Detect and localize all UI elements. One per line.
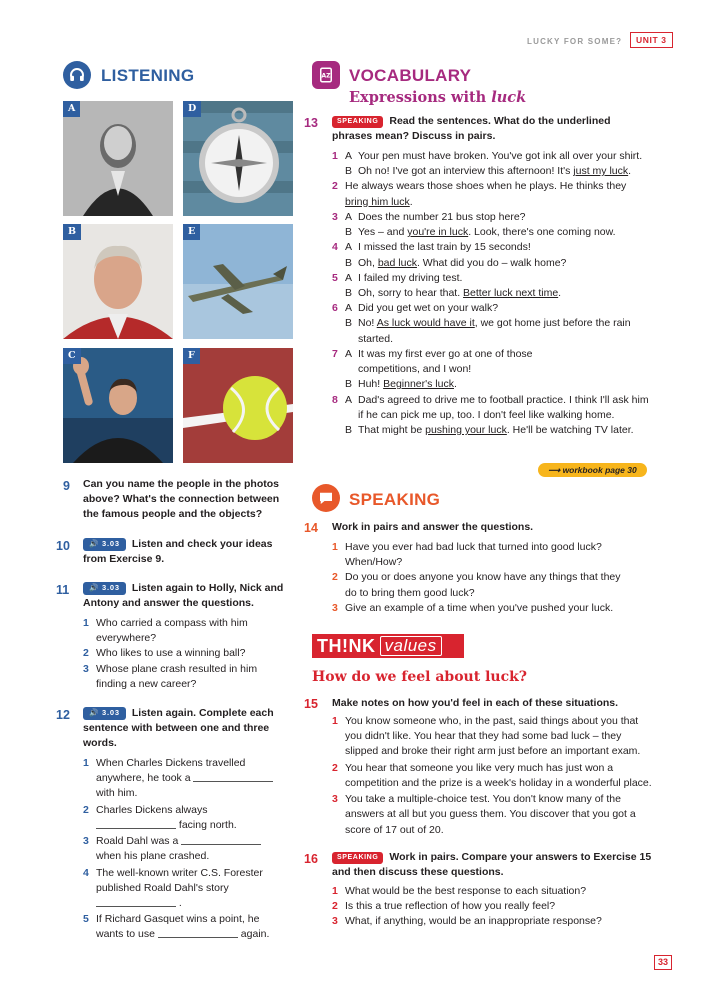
answer-blank[interactable]	[181, 835, 261, 845]
speaking-badge: SPEAKING	[332, 116, 383, 128]
speaking-badge: SPEAKING	[332, 852, 383, 864]
answer-blank[interactable]	[96, 819, 176, 829]
audio-track-button[interactable]: 🔊 3.03	[83, 538, 126, 551]
svg-text:AZ: AZ	[321, 72, 331, 80]
exercise-instruction: 🔊 3.03 Listen again to Holly, Nick and Antony and answer the questions.	[83, 582, 284, 610]
list-item: 5 If Richard Gasquet wins a point, he wants to use again.	[83, 913, 270, 941]
list-item: 8 A Dad's agreed to drive me to football practice. I think I'll ask him if he can pick me up, too. I don't feel like walking home.	[332, 393, 649, 421]
list-item: 1 What would be the best response to each situation?	[332, 885, 587, 897]
photo-label: E	[183, 224, 200, 240]
photo-label: D	[183, 101, 201, 117]
list-item: B Oh no! I've got an interview this afternoon! It's just my luck.	[345, 165, 632, 178]
photo-d	[183, 101, 293, 216]
answer-blank[interactable]	[96, 897, 176, 907]
list-item: 1 Who carried a compass with him everywhere?	[83, 617, 248, 645]
running-header: LUCKY FOR SOME?	[527, 37, 623, 46]
exercise-instruction: 🔊 3.03 Listen and check your ideas from Exercise 9.	[83, 538, 273, 566]
exercise-number: 15	[304, 697, 318, 711]
photo-e	[183, 224, 293, 339]
photo-label: C	[63, 348, 81, 364]
list-item: 3 A Does the number 21 bus stop here?	[332, 210, 526, 223]
exercise-number: 11	[56, 583, 70, 597]
exercise-instruction: 🔊 3.03 Listen again. Complete each sentence with between one and three words.	[83, 707, 274, 750]
photo-label: A	[63, 101, 80, 117]
section-title-vocabulary: VOCABULARY	[349, 66, 472, 85]
section-subtitle: How do we feel about luck?	[312, 669, 527, 685]
list-item: B That might be pushing your luck. He'll be watching TV later.	[345, 423, 634, 436]
exercise-number: 16	[304, 852, 318, 866]
photo-f	[183, 348, 293, 463]
exercise-number: 13	[304, 116, 318, 130]
list-item: 1 Have you ever had bad luck that turned into good luck? When/How?	[332, 541, 602, 569]
vocabulary-dialogues	[332, 149, 652, 438]
list-item: 2 He always wears those shoes when he plays. He thinks they bring him luck.	[332, 180, 627, 208]
headphones-icon	[63, 61, 91, 89]
list-item: B No! As luck would have it, we got home just before the rain started.	[345, 317, 631, 345]
list-item: B Oh, bad luck. What did you do – walk home?	[345, 256, 567, 269]
dictionary-icon	[312, 61, 340, 89]
list-item: 3 Whose plane crash resulted in him finding a new career?	[83, 662, 258, 690]
section-title-speaking: SPEAKING	[349, 490, 441, 509]
list-item: 2 Do you or does anyone you know have any things that they do to bring them good luck?	[332, 571, 621, 599]
unit-label: UNIT 3	[630, 32, 673, 48]
list-item: 1 When Charles Dickens travelled anywhere, he took a with him.	[83, 756, 283, 802]
section-title-listening: LISTENING	[101, 66, 195, 85]
list-item: 1 You know someone who, in the past, said things about you that you didn't like. You hear that they had some bad luck – they slipped and broke their right arm just before an important exam.	[332, 715, 641, 758]
exercise-instruction: SPEAKING Work in pairs. Compare your answers to Exercise 15 and then discuss these questions.	[332, 851, 652, 879]
section-subtitle: Expressions with luck	[349, 89, 527, 106]
exercise-number: 9	[63, 479, 70, 493]
exercise-instruction: Can you name the people in the photos above? What's the connection between the famous people and the objects?	[83, 478, 280, 521]
page-number: 33	[654, 955, 672, 970]
think-values-banner: TH!NK values	[312, 634, 464, 658]
gap-fill-list	[83, 756, 283, 943]
exercise-number: 12	[56, 708, 70, 722]
photo-a	[63, 101, 173, 216]
list-item: B Oh, sorry to hear that. Better luck next time.	[345, 286, 562, 299]
exercise-number: 14	[304, 521, 318, 535]
audio-track-button[interactable]: 🔊 3.03	[83, 582, 126, 595]
exercise-instruction: SPEAKING Read the sentences. What do the underlined phrases mean? Discuss in pairs.	[332, 115, 611, 143]
list-item: 6 A Did you get wet on your walk?	[332, 302, 499, 315]
list-item: 2 Is this a true reflection of how you really feel?	[332, 900, 556, 913]
list-item: 1 A Your pen must have broken. You've got ink all over your shirt.	[332, 150, 643, 162]
question-list	[332, 540, 632, 616]
list-item: B Yes – and you're in luck. Look, there's one coming now.	[345, 226, 616, 239]
situation-list	[332, 714, 652, 838]
photo-b	[63, 224, 173, 339]
list-item: 2 Charles Dickens always facing north.	[83, 803, 237, 831]
list-item: 3 You take a multiple-choice test. You don't know many of the answers at all but you guess them. You discover that you got a score of 17 out of 20.	[332, 793, 636, 836]
exercise-instruction: Make notes on how you'd feel in each of these situations.	[332, 697, 619, 709]
speech-bubble-icon	[312, 484, 340, 512]
list-item: 5 A I failed my driving test.	[332, 271, 463, 284]
answer-blank[interactable]	[158, 928, 238, 938]
list-item: 7 A It was my first ever go at one of those competitions, and I won!	[332, 347, 533, 376]
list-item: 2 Who likes to use a winning ball?	[83, 647, 246, 660]
exercise-number: 10	[56, 539, 70, 553]
list-item: B Huh! Beginner's luck.	[345, 378, 457, 391]
photo-c	[63, 348, 173, 463]
photo-label: B	[63, 224, 81, 240]
list-item: 2 You hear that someone you like very much has just won a competition and the prize is a week's holiday in a wonderful place.	[332, 761, 652, 789]
audio-track-button[interactable]: 🔊 3.03	[83, 707, 126, 720]
question-list	[83, 616, 283, 692]
question-list	[332, 884, 652, 930]
list-item: 3 Give an example of a time when you've pushed your luck.	[332, 601, 614, 614]
list-item: 3 Roald Dahl was a when his plane crashed.	[83, 834, 283, 864]
list-item: 3 What, if anything, would be an inappropriate response?	[332, 915, 602, 928]
exercise-instruction: Work in pairs and answer the questions.	[332, 521, 534, 533]
photo-label: F	[183, 348, 200, 364]
list-item: 4 A I missed the last train by 15 seconds!	[332, 241, 531, 254]
list-item: 4 The well-known writer C.S. Forester published Roald Dahl's story .	[83, 866, 263, 909]
answer-blank[interactable]	[193, 772, 273, 782]
workbook-link[interactable]: ⟶ workbook page 30	[538, 463, 647, 477]
